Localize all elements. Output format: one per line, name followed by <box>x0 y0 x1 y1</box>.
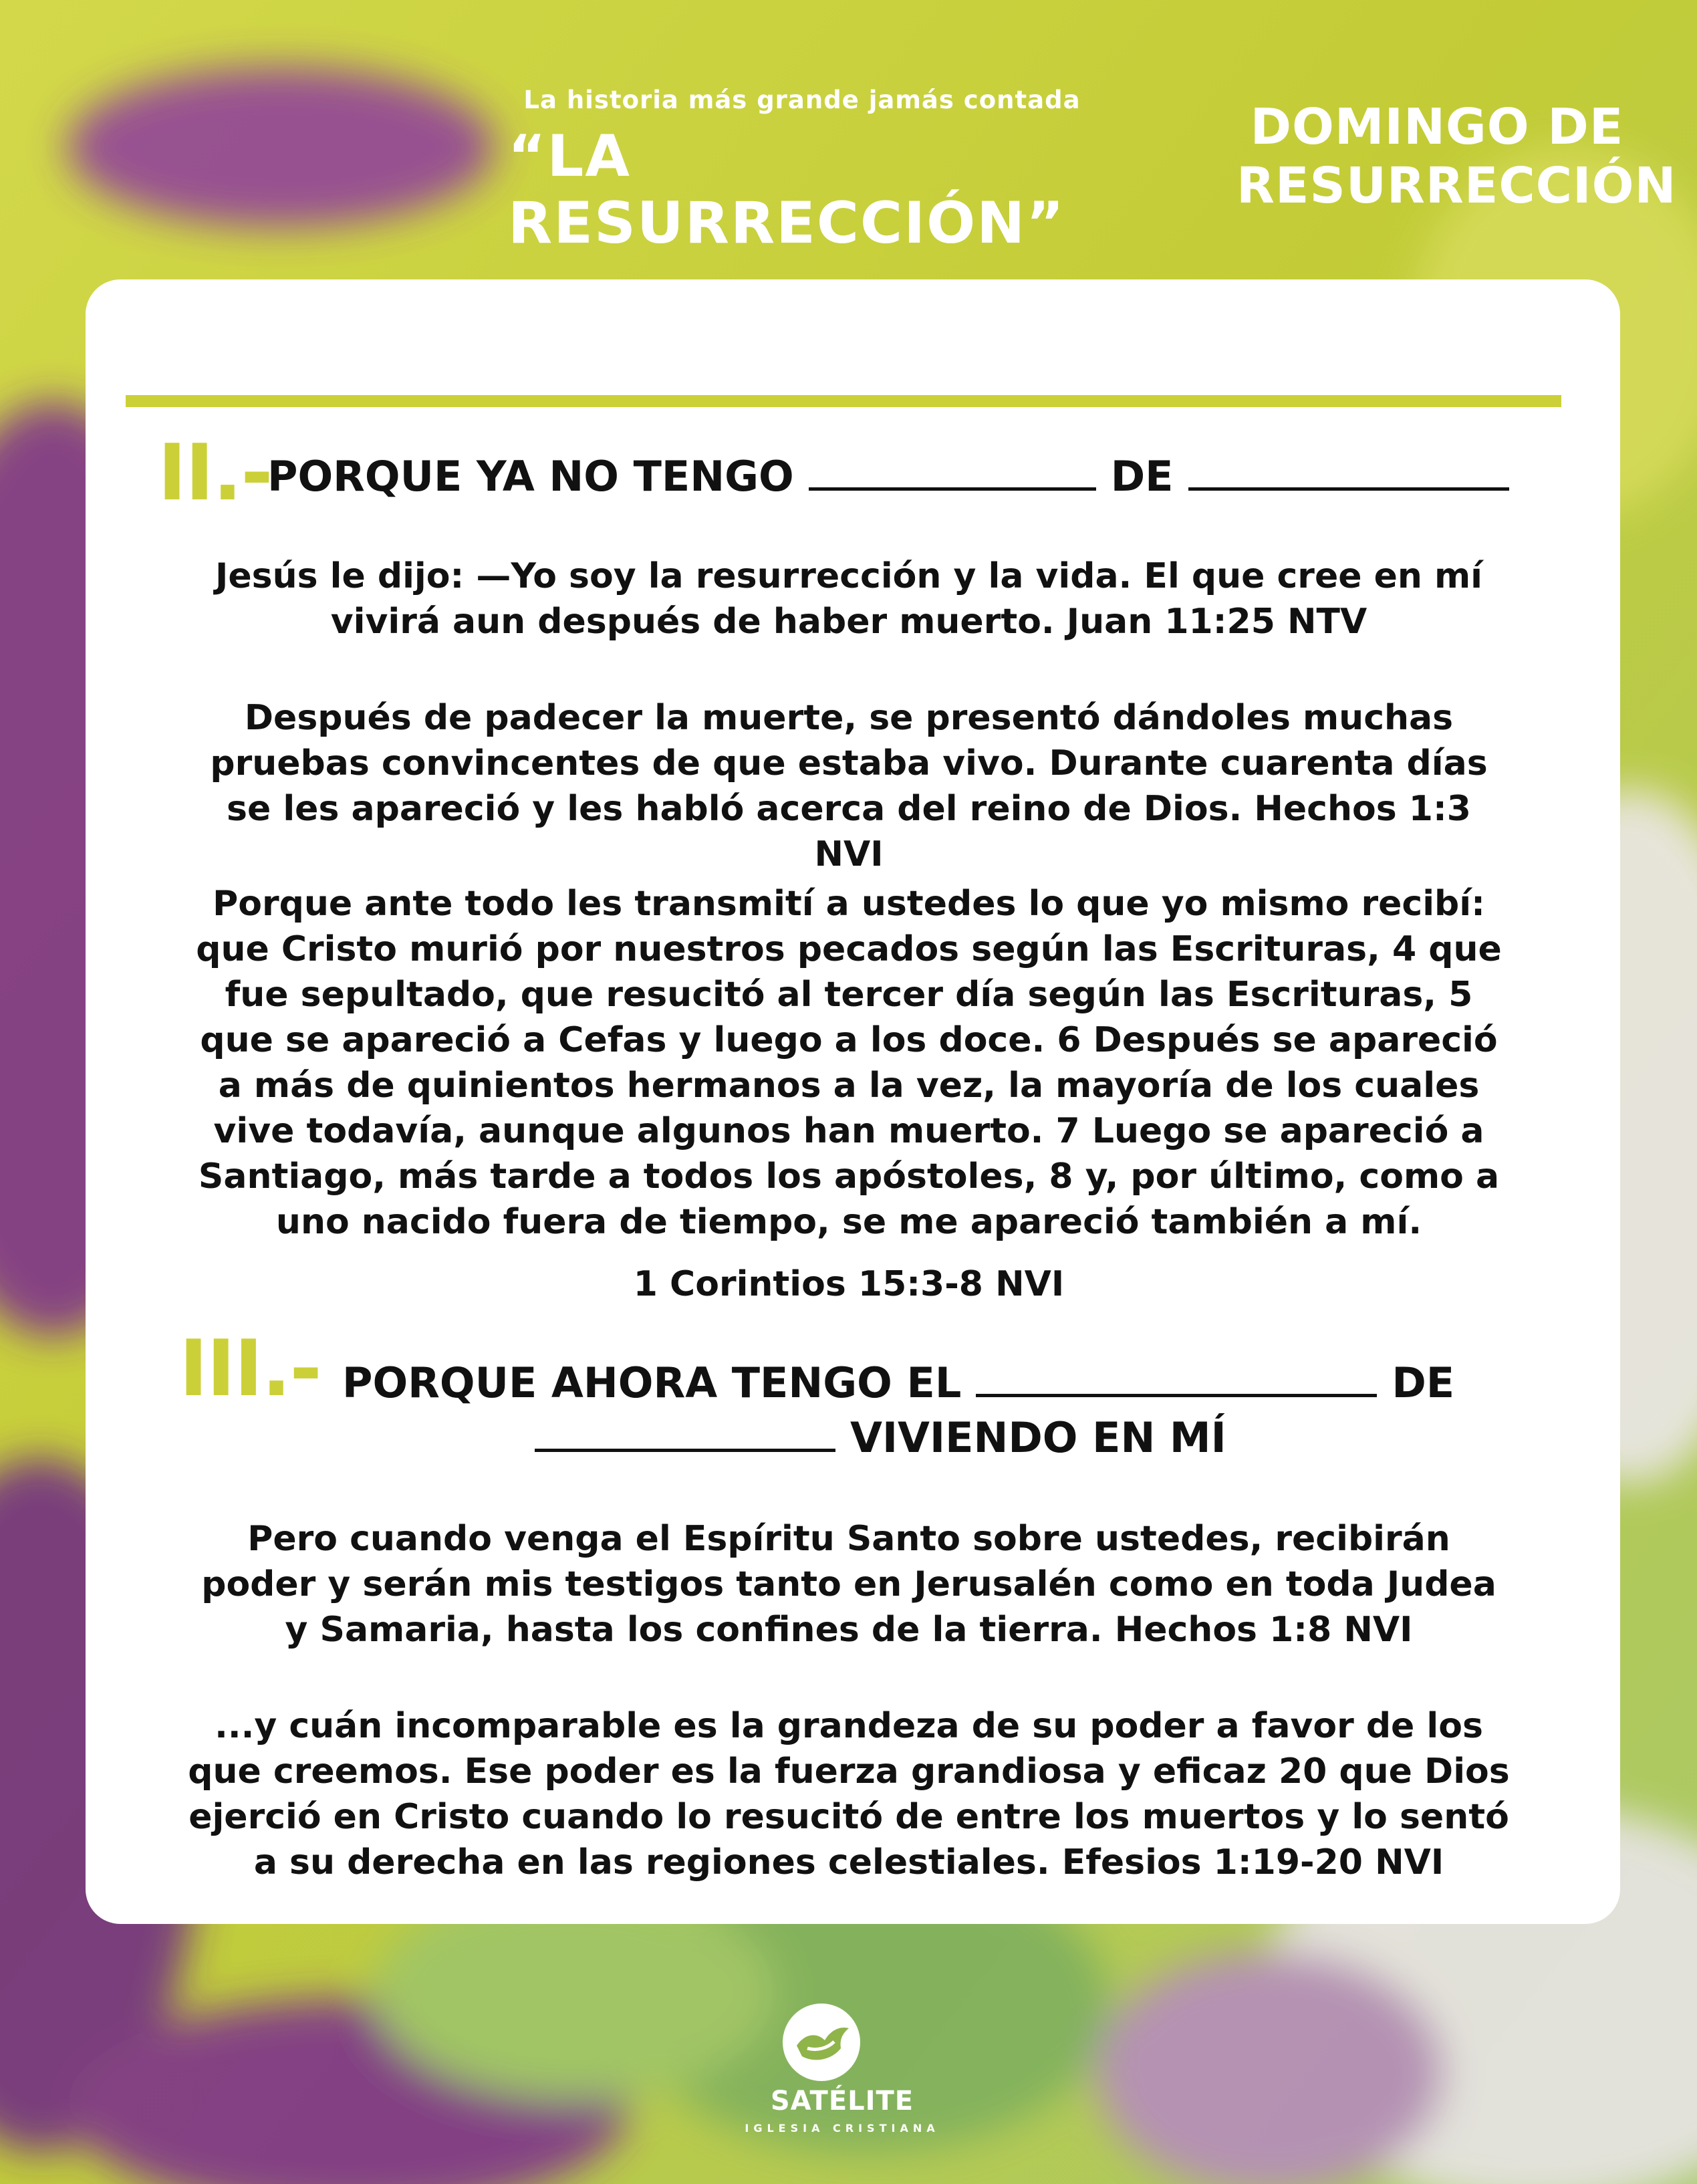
verse-corintios-reference: 1 Corintios 15:3-8 NVI <box>633 1264 1065 1304</box>
fill-in-blank[interactable] <box>809 454 1096 491</box>
verse-corintios: Porque ante todo les transmití a ustedes lo que yo mismo recibí: que Cristo murió por nuestros pecados según las Escrituras, 4 que fue sepultado, que resucitó al tercer día según las Escrituras, 5 que se apareció a Cefas y luego a los doce. 6 Después se apareció a más de quinientos hermanos a la vez, la mayoría de los cuales vive todavía, aunque algunos han muerto. 7 Luego se apareció a Santiago, más tarde a todos los apóstoles, 8 y, por último, como a uno nacido fuera de tiempo, se me apareció también a mí. <box>196 884 1502 1242</box>
section3-heading-line1 <box>342 1358 1454 1407</box>
accent-rule <box>126 395 1561 407</box>
verse-hechos-1-3: Después de padecer la muerte, se presentó dándoles muchas pruebas convincentes de que estaba vivo. Durante cuarenta días se les apareció y les habló acerca del reino de Dios. Hechos 1:3 NVI <box>210 698 1488 874</box>
verse-hechos-1-8: Pero cuando venga el Espíritu Santo sobre ustedes, recibirán poder y serán mis testigos tanto en Jerusalén como en toda Judea y Samaria, hasta los confines de la tierra. Hechos 1:8 NVI <box>201 1519 1496 1650</box>
header-right-title <box>1236 98 1677 215</box>
section3-numeral: III.- <box>179 1324 321 1414</box>
section3-heading-line2 <box>535 1413 1226 1462</box>
section3-heading-part1: PORQUE AHORA TENGO EL <box>342 1358 962 1407</box>
brand-name: SATÉLITE <box>770 2086 914 2116</box>
section2-numeral: II.- <box>158 428 272 518</box>
section2-heading <box>267 452 1524 501</box>
verse-juan: Jesús le dijo: —Yo soy la resurrección y la vida. El que cree en mí vivirá aun después de haber muerto. Juan 11:25 NTV <box>215 556 1482 642</box>
verse-efesios: ...y cuán incomparable es la grandeza de su poder a favor de los que creemos. Ese poder es la fuerza grandiosa y eficaz 20 que Dios ejerció en Cristo cuando lo resucitó de entre los muertos y lo sentó a su derecha en las regiones celestiales. Efesios 1:19-20 NVI <box>188 1706 1510 1883</box>
header-right-line2: RESURRECCIÓN <box>1236 157 1677 215</box>
dove-icon <box>778 1999 865 2086</box>
section3-heading-part2: DE <box>1392 1358 1455 1407</box>
section3-heading-part3: VIVIENDO EN MÍ <box>850 1413 1226 1462</box>
header-right-line1: DOMINGO DE <box>1250 98 1624 156</box>
fill-in-blank[interactable] <box>976 1360 1377 1397</box>
section2-heading-part2: DE <box>1110 452 1174 501</box>
fill-in-blank[interactable] <box>1188 454 1509 491</box>
header-title: “LA RESURRECCIÓN” <box>508 123 1065 257</box>
section2-heading-part1: PORQUE YA NO TENGO <box>267 452 794 501</box>
brand-tagline: IGLESIA CRISTIANA <box>745 2122 940 2135</box>
header-subtitle: La historia más grande jamás contada <box>523 86 1081 114</box>
fill-in-blank[interactable] <box>535 1415 835 1452</box>
